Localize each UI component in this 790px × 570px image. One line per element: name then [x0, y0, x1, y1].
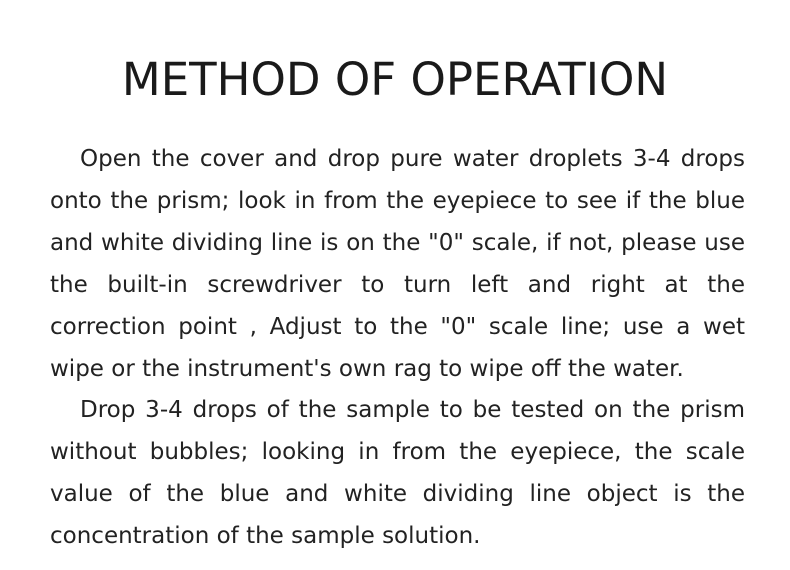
instructions-body — [50, 139, 745, 558]
page-title: METHOD OF OPERATION — [121, 53, 669, 106]
instruction-paragraph-measurement: Drop 3-4 drops of the sample to be tested on the prism without bubbles; looking in from the eyepiece, the scale value of the blue and white dividing line object is the concentration of the sample solution. — [50, 397, 745, 550]
instruction-paragraph-calibration: Open the cover and drop pure water droplets 3-4 drops onto the prism; look in from the eyepiece to see if the blue and white dividing line is on the "0" scale, if not, please use the built-in screwdriver to turn left and right at the correction point , Adjust to the "0" scale line; use a wet wipe or the instrument's own rag to wipe off the water. — [50, 146, 745, 382]
